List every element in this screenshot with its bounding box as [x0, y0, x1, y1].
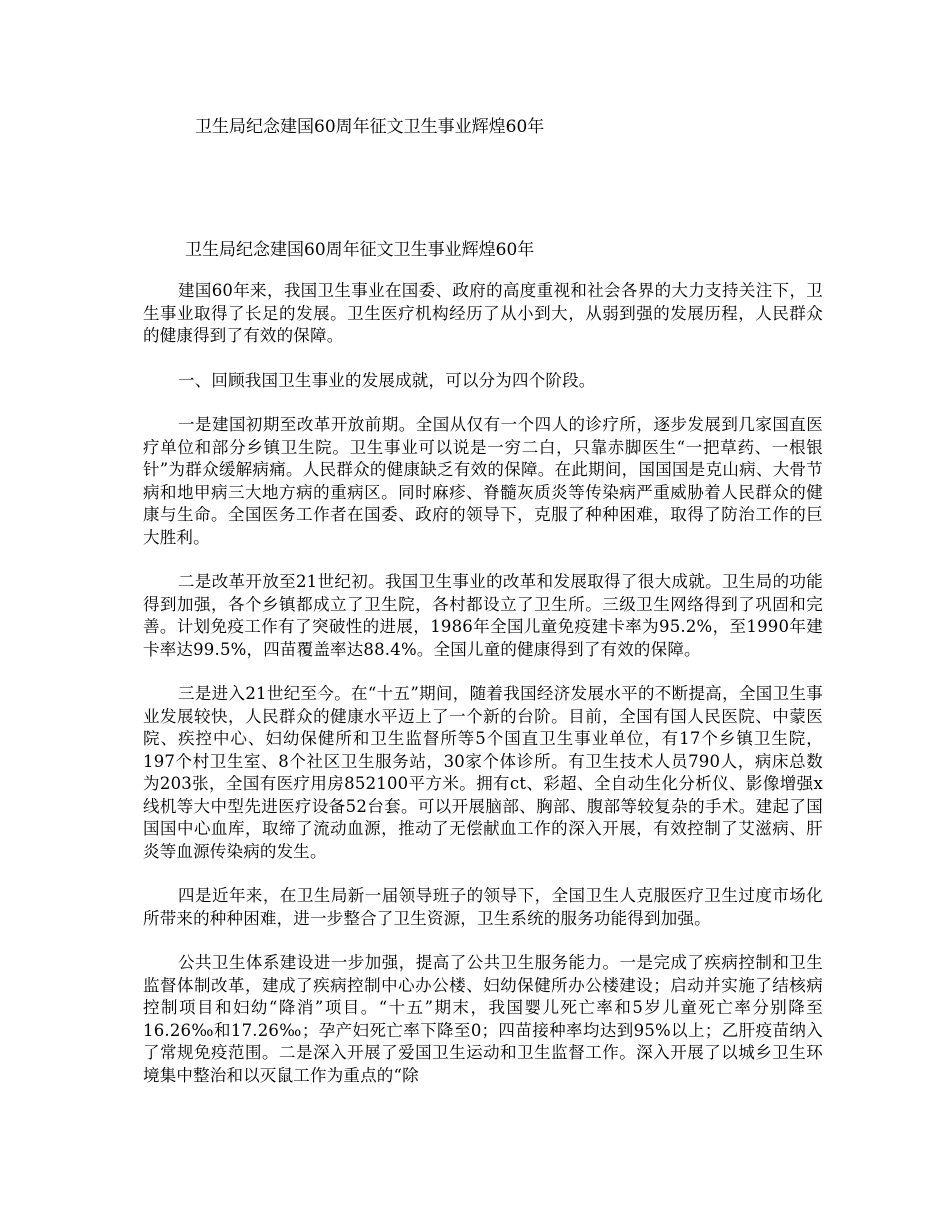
paragraph-stage-one: 一是建国初期至改革开放前期。全国从仅有一个四人的诊疗所，逐步发展到几家国直医疗单位和部分乡镇卫生院。卫生事业可以说是一穷二白，只靠赤脚医生“一把草药、一根银针”为群众缓解病痛。人民群众的健康缺乏有效的保障。在此期间，国国国是克山病、大骨节病和地甲病三大地方病的重病区。同时麻疹、脊髓灰质炎等传染病严重威胁着人民群众的健康与生命。全国医务工作者在国委、政府的领导下，克服了种种困难，取得了防治工作的巨大胜利。 [143, 415, 823, 547]
paragraph-public-health: 公共卫生体系建设进一步加强，提高了公共卫生服务能力。一是完成了疾病控制和卫生监督体制改革，建成了疾病控制中心办公楼、妇幼保健所办公楼建设；启动并实施了结核病控制项目和妇幼“降消”项目。“十五”期末，我国婴儿死亡率和5岁儿童死亡率分别降至16.26‰和17.26‰；孕产妇死亡率下降至0；四苗接种率均达到95%以上；乙肝疫苗纳入了常规免疫范围。二是深入开展了爱国卫生运动和卫生监督工作。深入开展了以城乡卫生环境集中整治和以灭鼠工作为重点的“除 [143, 953, 823, 1085]
header-title: 卫生局纪念建国60周年征文卫生事业辉煌60年 [195, 117, 545, 137]
paragraph-stage-four: 四是近年来，在卫生局新一届领导班子的领导下，全国卫生人克服医疗卫生过度市场化所带来的种种困难，进一步整合了卫生资源，卫生系统的服务功能得到加强。 [143, 886, 823, 928]
document-title: 卫生局纪念建国60周年征文卫生事业辉煌60年 [185, 240, 535, 260]
paragraph-intro: 建国60年来，我国卫生事业在国委、政府的高度重视和社会各界的大力支持关注下，卫生事业取得了长足的发展。卫生医疗机构经历了从小到大，从弱到强的发展历程，人民群众的健康得到了有效的保障。 [143, 281, 823, 345]
paragraph-stage-three: 三是进入21世纪至今。在“十五”期间，随着我国经济发展水平的不断提高，全国卫生事业发展较快，人民群众的健康水平迈上了一个新的台阶。目前，全国有国人民医院、中蒙医院、疾控中心、妇幼保健所和卫生监督所等5个国直卫生事业单位，有17个乡镇卫生院，197个村卫生室、8个社区卫生服务站，30家个体诊所。有卫生技术人员790人，病床总数为203张，全国有医疗用房852100平方米。拥有ct、彩超、全自动生化分析仪、影像增强x线机等大中型先进医疗设备52台套。可以开展脑部、胸部、腹部等较复杂的手术。建起了国国国中心血库，取缔了流动血源，推动了无偿献血工作的深入开展，有效控制了艾滋病、肝炎等血源传染病的发生。 [143, 684, 823, 861]
paragraph-section-heading: 一、回顾我国卫生事业的发展成就，可以分为四个阶段。 [178, 370, 596, 390]
paragraph-stage-two: 二是改革开放至21世纪初。我国卫生事业的改革和发展取得了很大成就。卫生局的功能得到加强，各个乡镇都成立了卫生院，各村都设立了卫生所。三级卫生网络得到了巩固和完善。计划免疫工作有了突破性的进展，1986年全国儿童免疫建卡率为95.2%，至1990年建卡率达99.5%，四苗覆盖率达88.4%。全国儿童的健康得到了有效的保障。 [143, 572, 823, 659]
document-body [143, 238, 823, 1109]
